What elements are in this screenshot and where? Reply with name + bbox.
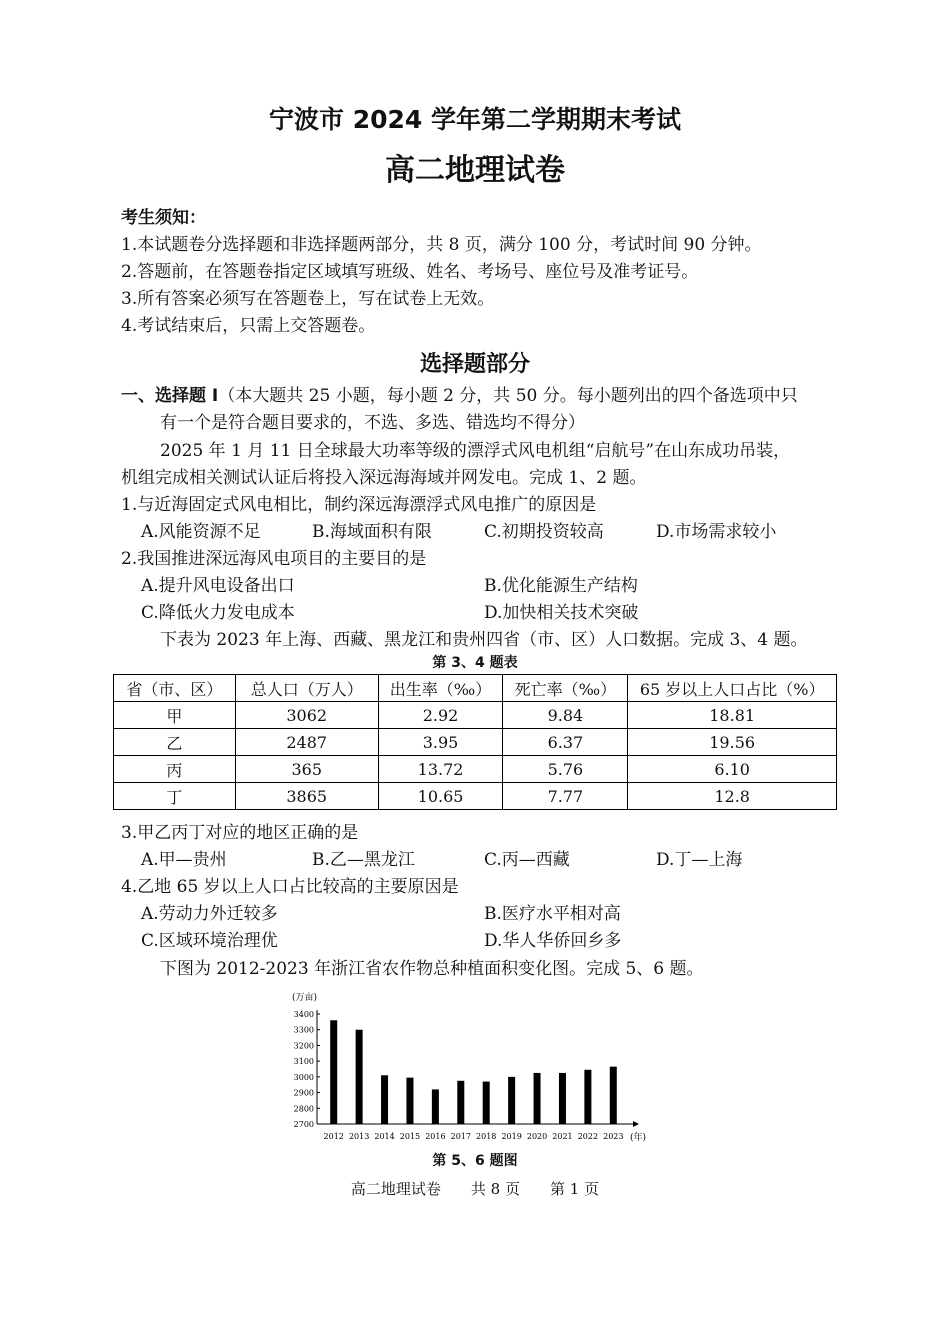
page-footer: 高二地理试卷 共 8 页 第 1 页: [350, 1180, 600, 1198]
question-3-option-c: C.丙—西藏: [484, 850, 570, 870]
table-cell: 3865: [235, 783, 378, 810]
table-cell: 5.76: [503, 756, 628, 783]
bar-2015: [406, 1078, 413, 1124]
x-tick-label: 2013: [348, 1132, 370, 1141]
y-tick-label: 3400: [293, 1010, 314, 1019]
y-tick-label: 2800: [293, 1104, 314, 1114]
table-cell: 12.8: [628, 783, 837, 810]
question-4-option-d: D.华人华侨回乡多: [484, 931, 622, 951]
x-tick-label: 2015: [399, 1132, 421, 1141]
part-heading-line: [121, 381, 798, 406]
question-4-option-c: C.区域环境治理优: [141, 931, 278, 951]
x-tick-label: 2017: [450, 1132, 471, 1141]
x-axis-arrow-icon: [633, 1121, 639, 1127]
question-2-option-c: C.降低火力发电成本: [141, 603, 295, 623]
question-2-option-a: A.提升风电设备出口: [141, 576, 295, 596]
y-tick-label: 2900: [293, 1088, 314, 1098]
question-1-option-a: A.风能资源不足: [141, 522, 261, 542]
y-tick-label: 3200: [293, 1041, 314, 1051]
table-cell: 丁: [114, 783, 236, 810]
question-3-option-a: A.甲—贵州: [141, 850, 227, 870]
question-4-option-b: B.医疗水平相对高: [484, 904, 621, 924]
table-caption: 第 3、4 题表: [432, 655, 518, 671]
table-cell: 19.56: [628, 729, 837, 756]
table-row: [114, 729, 837, 756]
table-cell: 9.84: [503, 702, 628, 729]
question-4-stem: 4.乙地 65 岁以上人口占比较高的主要原因是: [121, 877, 459, 897]
table-cell: 丙: [114, 756, 236, 783]
bar-2016: [432, 1089, 439, 1124]
table-cell: 3.95: [378, 729, 503, 756]
table-row: [114, 783, 837, 810]
y-tick-label: 3000: [293, 1072, 314, 1082]
table-row: [114, 702, 837, 729]
x-tick-label: 2022: [577, 1132, 599, 1141]
bar-2018: [483, 1082, 490, 1124]
question-1-stem: 1.与近海固定式风电相比，制约深远海漂浮式风电推广的原因是: [121, 495, 597, 515]
table-cell: 2.92: [378, 702, 503, 729]
table-cell: 18.81: [628, 702, 837, 729]
exam-subtitle: 高二地理试卷: [385, 153, 565, 188]
bar-2023: [610, 1067, 617, 1124]
y-tick-label: 2700: [293, 1120, 314, 1129]
y-tick-label: 3100: [293, 1057, 314, 1067]
notice-item: 3.所有答案必须写在答题卷上，写在试卷上无效。: [121, 289, 495, 309]
x-axis-unit: (年): [630, 1133, 647, 1143]
x-tick-label: 2019: [501, 1132, 522, 1141]
table-header-cell: 出生率（‰）: [378, 675, 503, 702]
table-cell: 7.77: [503, 783, 628, 810]
table-cell: 2487: [235, 729, 378, 756]
x-tick-label: 2018: [476, 1132, 497, 1141]
table-cell: 10.65: [378, 783, 503, 810]
table-cell: 13.72: [378, 756, 503, 783]
question-2-stem: 2.我国推进深远海风电项目的主要目的是: [121, 549, 427, 569]
question-1-option-d: D.市场需求较小: [656, 522, 777, 542]
question-2-option-b: B.优化能源生产结构: [484, 576, 638, 596]
question-3-stem: 3.甲乙丙丁对应的地区正确的是: [121, 823, 359, 843]
y-axis-unit: (万亩): [292, 993, 318, 1003]
question-4-option-a: A.劳动力外迁较多: [141, 904, 278, 924]
bar-2021: [559, 1073, 566, 1124]
question-2-option-d: D.加快相关技术突破: [484, 603, 639, 623]
section-title: 选择题部分: [419, 352, 530, 377]
notice-item: 1.本试题卷分选择题和非选择题两部分，共 8 页，满分 100 分，考试时间 90 分钟。: [121, 235, 762, 255]
x-tick-label: 2023: [603, 1132, 624, 1141]
table-header-row: [114, 675, 837, 702]
x-tick-label: 2020: [526, 1132, 548, 1141]
notice-item: 2.答题前，在答题卷指定区域填写班级、姓名、考场号、座位号及准考证号。: [121, 262, 699, 282]
table-cell: 3062: [235, 702, 378, 729]
question-3-option-b: B.乙—黑龙江: [312, 850, 415, 870]
question-1-option-c: C.初期投资较高: [484, 522, 604, 542]
exam-title: 宁波市 2024 学年第二学期期末考试: [269, 105, 681, 134]
y-tick-label: 3300: [293, 1025, 314, 1035]
passage-3: 下图为 2012-2023 年浙江省农作物总种植面积变化图。完成 5、6 题。: [160, 959, 704, 979]
table-header-cell: 65 岁以上人口占比（%）: [628, 675, 837, 702]
x-tick-label: 2016: [425, 1132, 446, 1141]
passage-1-line-1: 2025 年 1 月 11 日全球最大功率等级的漂浮式风电机组“启航号”在山东成功吊装，: [160, 441, 791, 461]
bar-2017: [457, 1081, 464, 1124]
passage-1-line-2: 机组完成相关测试认证后将投入深远海海域并网发电。完成 1、2 题。: [121, 468, 647, 488]
table-header-cell: 总人口（万人）: [235, 675, 378, 702]
population-table: [113, 674, 837, 810]
bar-2014: [381, 1075, 388, 1124]
table-header-cell: 死亡率（‰）: [503, 675, 628, 702]
notice-heading: 考生须知：: [121, 208, 206, 228]
notice-item: 4.考试结束后，只需上交答题卷。: [121, 316, 376, 336]
part-description: （本大题共 25 小题，每小题 2 分，共 50 分。每小题列出的四个备选项中只: [218, 386, 798, 406]
bar-2019: [508, 1077, 515, 1124]
part-heading: 一、选择题 I: [121, 386, 219, 406]
bar-2012: [330, 1020, 337, 1124]
passage-2: 下表为 2023 年上海、西藏、黑龙江和贵州四省（市、区）人口数据。完成 3、4 题。: [160, 630, 808, 650]
x-tick-label: 2021: [552, 1132, 573, 1141]
table-cell: 甲: [114, 702, 236, 729]
table-cell: 365: [235, 756, 378, 783]
bar-2020: [534, 1073, 541, 1124]
bar-2022: [584, 1070, 591, 1124]
table-header-cell: 省（市、区）: [114, 675, 236, 702]
table-row: [114, 756, 837, 783]
part-description-cont: 有一个是符合题目要求的，不选、多选、错选均不得分）: [160, 413, 585, 433]
x-tick-label: 2014: [374, 1132, 395, 1141]
table-cell: 6.37: [503, 729, 628, 756]
question-3-option-d: D.丁—上海: [656, 850, 743, 870]
table-cell: 乙: [114, 729, 236, 756]
crop-area-bar-chart: [285, 985, 665, 1150]
table-cell: 6.10: [628, 756, 837, 783]
x-tick-label: 2012: [323, 1132, 344, 1141]
question-1-option-b: B.海域面积有限: [312, 522, 432, 542]
bar-2013: [356, 1030, 363, 1124]
chart-caption: 第 5、6 题图: [432, 1153, 518, 1169]
